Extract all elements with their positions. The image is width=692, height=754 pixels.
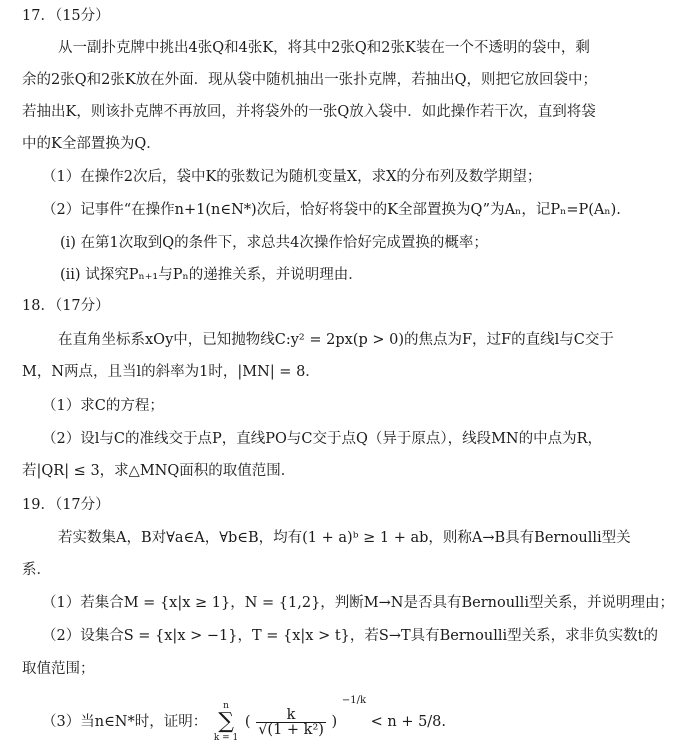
problem-19-line-2: 系．: [22, 562, 51, 578]
problem-17-line-4: 中的K全部置换为Q．: [22, 136, 161, 152]
part-3-prefix: （3）当n∈N*时，证明：: [42, 714, 208, 730]
sum-upper-limit: n: [223, 701, 229, 711]
sum-lower-limit: k = 1: [213, 733, 239, 743]
problem-19-part-1: （1）若集合M = {x|x ≥ 1}，N = {1,2}，判断M→N是否具有Bernoulli型关系，并说明理由；: [42, 595, 674, 611]
problem-18-line-1: 在直角坐标系xOy中，已知抛物线C:y² = 2px(p > 0)的焦点为F，过F的直线l与C交于: [58, 332, 614, 348]
problem-19-header: 19．（17分）: [22, 497, 110, 513]
problem-19-line-1: 若实数集A，B对∀a∈A，∀b∈B，均有(1 + a)ᵇ ≥ 1 + ab，则称A→B具有Bernoulli型关: [58, 530, 631, 546]
fraction-denominator: √(1 + k²): [258, 721, 324, 738]
problem-17-header: 17．（15分）: [22, 8, 110, 24]
problem-19-part-3: [42, 695, 447, 744]
problem-18-part-2: （2）设l与C的准线交于点P，直线PO与C交于点Q（异于原点），线段MN的中点为R，: [42, 431, 603, 447]
problem-19-part-2: （2）设集合S = {x|x > −1}，T = {x|x > t}，若S→T具有Bernoulli型关系，求非负实数t的: [42, 628, 658, 644]
summation: [214, 700, 238, 744]
sigma-symbol: ∑: [218, 709, 234, 734]
problem-18-part-1: （1）求C的方程；: [42, 398, 164, 414]
fraction-numerator: k: [256, 708, 326, 723]
close-paren: ): [331, 714, 338, 730]
exponent: −1/k: [341, 695, 366, 706]
fraction: [256, 708, 326, 737]
problem-18-tail: 若|QR| ≤ 3，求△MNQ面积的取值范围．: [22, 463, 296, 479]
problem-17-subpart-i: (i) 在第1次取到Q的条件下，求总共4次操作恰好完成置换的概率；: [60, 235, 488, 251]
open-paren: (: [244, 714, 251, 730]
problem-19-tail: 取值范围；: [22, 661, 95, 677]
part-3-suffix: < n + 5/8.: [370, 714, 447, 730]
problem-17-part-2: （2）记事件“在操作n+1(n∈N*)次后，恰好将袋中的K全部置换为Q”为Aₙ，记Pₙ=P(Aₙ).: [42, 202, 621, 218]
problem-17-line-1: 从一副扑克牌中挑出4张Q和4张K，将其中2张Q和2张K装在一个不透明的袋中，剩: [58, 40, 590, 56]
problem-17-part-1: （1）在操作2次后，袋中K的张数记为随机变量X，求X的分布列及数学期望；: [42, 169, 542, 185]
problem-17-line-2: 余的2张Q和2张K放在外面．现从袋中随机抽出一张扑克牌，若抽出Q，则把它放回袋中；: [22, 72, 598, 88]
problem-18-header: 18．（17分）: [22, 298, 110, 314]
problem-17-line-3: 若抽出K，则该扑克牌不再放回，并将袋外的一张Q放入袋中．如此操作若干次，直到将袋: [22, 104, 596, 120]
problem-17-subpart-ii: (ii) 试探究Pₙ₊₁与Pₙ的递推关系，并说明理由．: [60, 267, 363, 283]
problem-18-line-2: M，N两点，且当l的斜率为1时，|MN| = 8．: [22, 364, 320, 380]
